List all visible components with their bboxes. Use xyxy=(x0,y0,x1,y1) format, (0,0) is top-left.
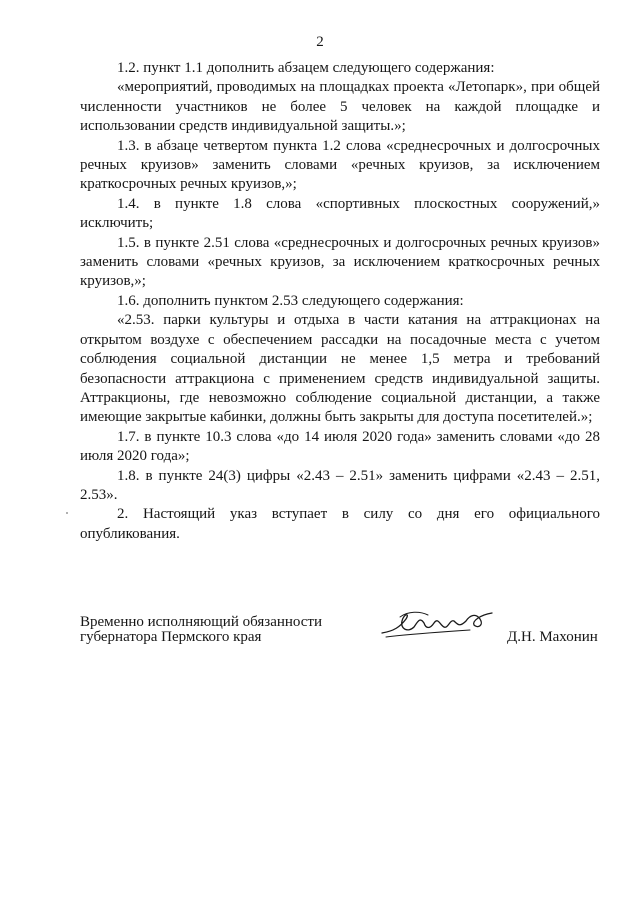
paragraph-1-4: 1.4. в пункте 1.8 слова «спортивных плоскостных сооружений,» исключить; xyxy=(80,195,600,232)
signature-block xyxy=(80,615,600,645)
scan-speck xyxy=(66,512,68,514)
paragraph-1-6: 1.6. дополнить пунктом 2.53 следующего содержания: xyxy=(117,292,464,309)
paragraph-1-3: 1.3. в абзаце четвертом пункта 1.2 слова «среднесрочных и долгосрочных речных круизов» заменить словами «речных круизов, за исключением краткосрочных речных круизов,»; xyxy=(80,137,600,193)
paragraph-quote-letopark: «мероприятий, проводимых на площадках проекта «Летопарк», при общей численности участников не более 5 человек на каждой площадке и использовании средств индивидуальной защиты.»; xyxy=(80,79,600,135)
signatory-name: Д.Н. Махонин xyxy=(507,629,598,645)
signatory-title-line-2: губернатора Пермского края xyxy=(80,629,262,645)
paragraph-quote-2-53: «2.53. парки культуры и отдыха в части катания на аттракционах на открытом воздухе с обеспечением рассадки на посадочные места с учетом соблюдения социальной дистанции не менее 1,5 метра и требований безопасности аттракциона с применением средств индивидуальной защиты. Аттракционы, где невозможно соблюдение социальной дистанции, а также имеющие закрытые кабинки, должны быть закрыты для доступа посетителей.»; xyxy=(80,312,600,426)
signatory-title-line-1: Временно исполняющий обязанности xyxy=(80,614,323,630)
paragraph-1-7: 1.7. в пункте 10.3 слова «до 14 июля 2020 года» заменить словами «до 28 июля 2020 года»; xyxy=(80,428,600,465)
page-number: 2 xyxy=(316,34,324,50)
handwritten-signature xyxy=(380,607,500,643)
paragraph-1-2: 1.2. пункт 1.1 дополнить абзацем следующего содержания: xyxy=(117,60,495,76)
paragraph-1-5: 1.5. в пункте 2.51 слова «среднесрочных и долгосрочных речных круизов» заменить словами «речных круизов, за исключением краткосрочных речных круизов,»; xyxy=(80,234,600,290)
document-body xyxy=(80,59,600,544)
signatory-title xyxy=(80,615,350,645)
paragraph-1-8: 1.8. в пункте 24(3) цифры «2.43 – 2.51» заменить цифрами «2.43 – 2.51, 2.53». xyxy=(80,467,600,503)
paragraph-2: 2. Настоящий указ вступает в силу со дня его официального опубликования. xyxy=(80,506,600,542)
